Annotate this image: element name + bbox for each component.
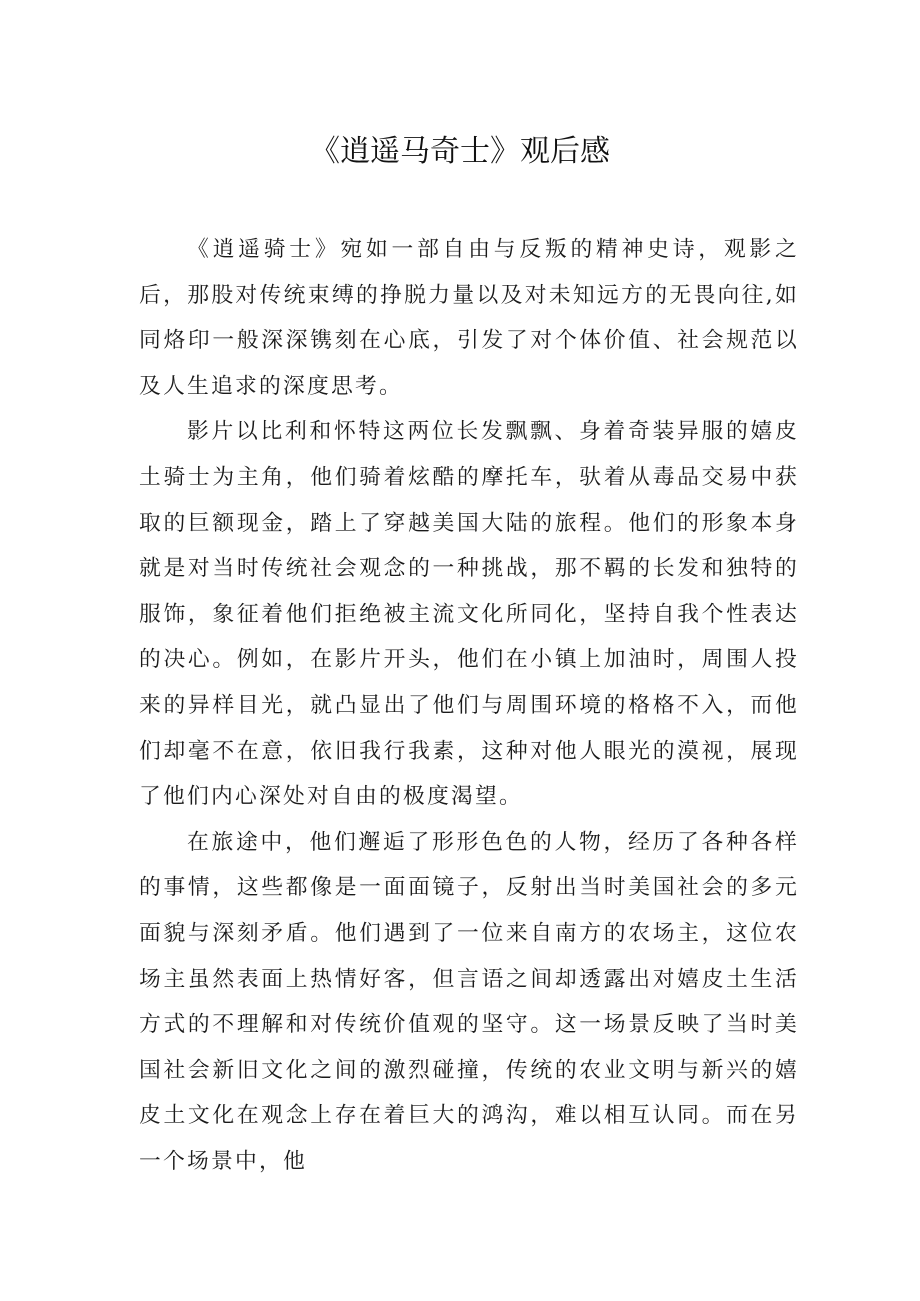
document-body	[139, 227, 799, 1184]
paragraph-1: 《逍遥骑士》宛如一部自由与反叛的精神史诗，观影之后，那股对传统束缚的挣脱力量以及对未知远方的无畏向往,如同烙印一般深深镌刻在心底，引发了对个体价值、社会规范以及人生追求的深度思考。	[139, 237, 799, 399]
paragraph-3: 在旅途中，他们邂逅了形形色色的人物，经历了各种各样的事情，这些都像是一面面镜子，反射出当时美国社会的多元面貌与深刻矛盾。他们遇到了一位来自南方的农场主，这位农场主虽然表面上热情好客，但言语之间却透露出对嬉皮土生活方式的不理解和对传统价值观的坚守。这一场景反映了当时美国社会新旧文化之间的激烈碰撞，传统的农业文明与新兴的嬉皮土文化在观念上存在着巨大的鸿沟，难以相互认同。而在另一个场景中，他	[139, 829, 799, 1174]
document-title: 《逍遥马奇士》观后感	[310, 134, 610, 169]
paragraph-2: 影片以比利和怀特这两位长发飘飘、身着奇装异服的嬉皮土骑士为主角，他们骑着炫酷的摩托车，驮着从毒品交易中获取的巨额现金，踏上了穿越美国大陆的旅程。他们的形象本身就是对当时传统社会观念的一种挑战，那不羁的长发和独特的服饰，象征着他们拒绝被主流文化所同化，坚持自我个性表达的决心。例如，在影片开头，他们在小镇上加油时，周围人投来的异样目光，就凸显出了他们与周围环境的格格不入，而他们却毫不在意，依旧我行我素，这种对他人眼光的漠视，展现了他们内心深处对自由的极度渴望。	[139, 419, 799, 810]
